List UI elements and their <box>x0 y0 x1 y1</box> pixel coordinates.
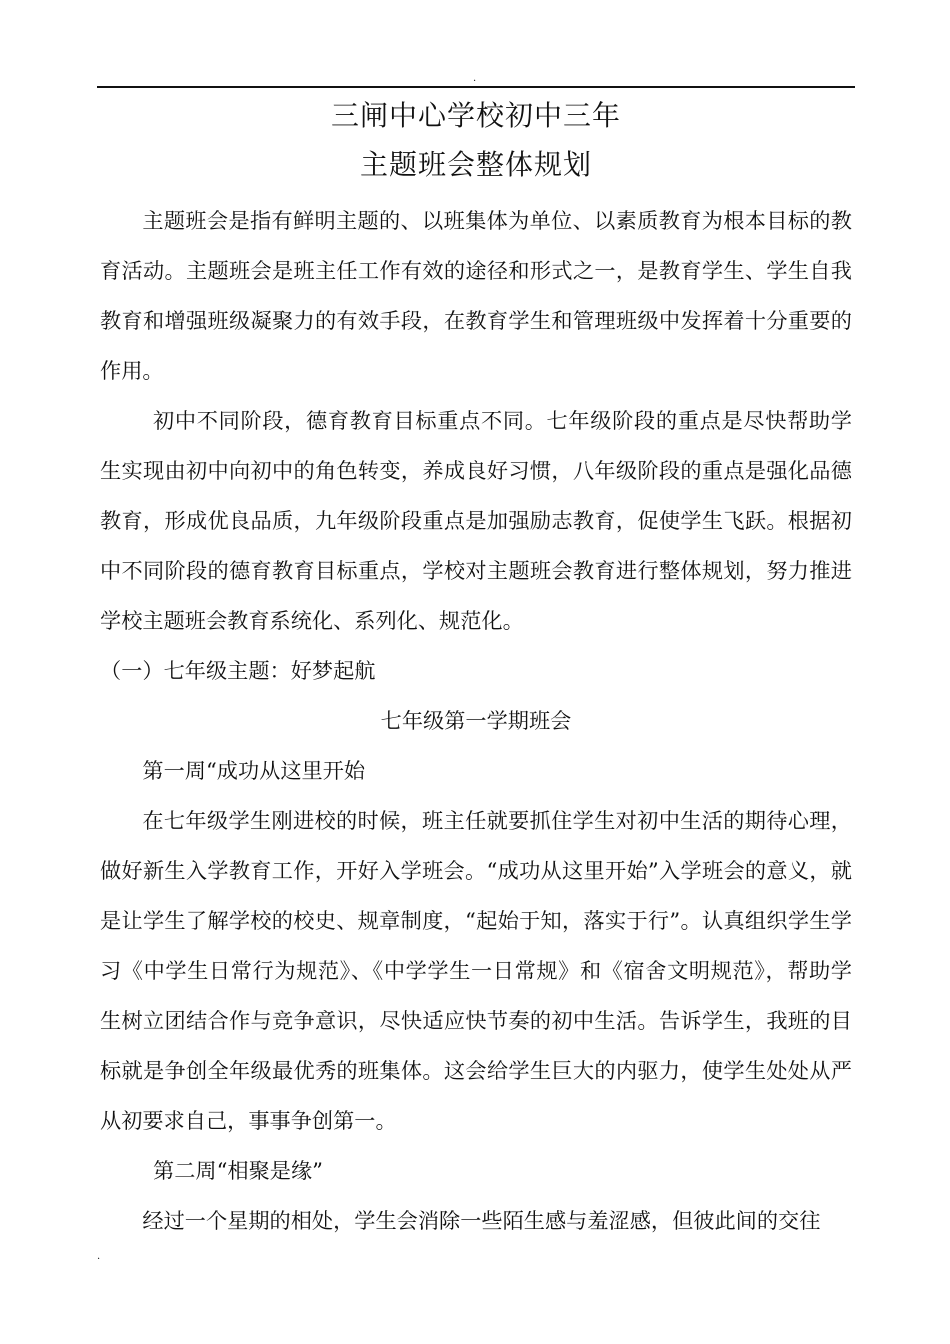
document-subtitle: 主题班会整体规划 <box>359 148 592 181</box>
document-title: 三闸中心学校初中三年 <box>330 99 621 132</box>
stages-paragraph: 初中不同阶段，德育教育目标重点不同。七年级阶段的重点是尽快帮助学生实现由初中向初中的角色转变，养成良好习惯，八年级阶段的重点是强化品德教育，形成优良品质，九年级阶段重点是加强励志教育，促使学生飞跃。根据初中不同阶段的德育教育目标重点，学校对主题班会教育进行整体规划，努力推进学校主题班会教育系统化、系列化、规范化。 <box>100 408 852 633</box>
header-rule <box>97 86 855 88</box>
week1-paragraph: 在七年级学生刚进校的时候，班主任就要抓住学生对初中生活的期待心理，做好新生入学教育工作，开好入学班会。“成功从这里开始”入学班会的意义，就是让学生了解学校的校史、规章制度，“起始于知，落实于行”。认真组织学生学习《中学生日常行为规范》、《中学学生一日常规》和《宿舍文明规范》，帮助学生树立团结合作与竞争意识，尽快适应快节奏的初中生活。告诉学生，我班的目标就是争创全年级最优秀的班集体。这会给学生巨大的内驱力，使学生处处从严从初要求自己，事事争创第一。 <box>100 808 852 1133</box>
intro-paragraph: 主题班会是指有鲜明主题的、以班集体为单位、以素质教育为根本目标的教育活动。主题班会是班主任工作有效的途径和形式之一，是教育学生、学生自我教育和增强班级凝聚力的有效手段，在教育学生和管理班级中发挥着十分重要的作用。 <box>100 208 852 383</box>
footer-dot: . <box>97 1251 101 1262</box>
semester-heading: 七年级第一学期班会 <box>380 708 572 733</box>
week2-paragraph: 经过一个星期的相处，学生会消除一些陌生感与羞涩感，但彼此间的交往 <box>142 1208 821 1233</box>
week2-title: 第二周“相聚是缘” <box>153 1158 323 1183</box>
week1-title: 第一周“成功从这里开始 <box>142 758 366 783</box>
header-dot: . <box>473 73 477 84</box>
document-body <box>100 196 852 1246</box>
section-heading: （一）七年级主题：好梦起航 <box>100 658 376 683</box>
